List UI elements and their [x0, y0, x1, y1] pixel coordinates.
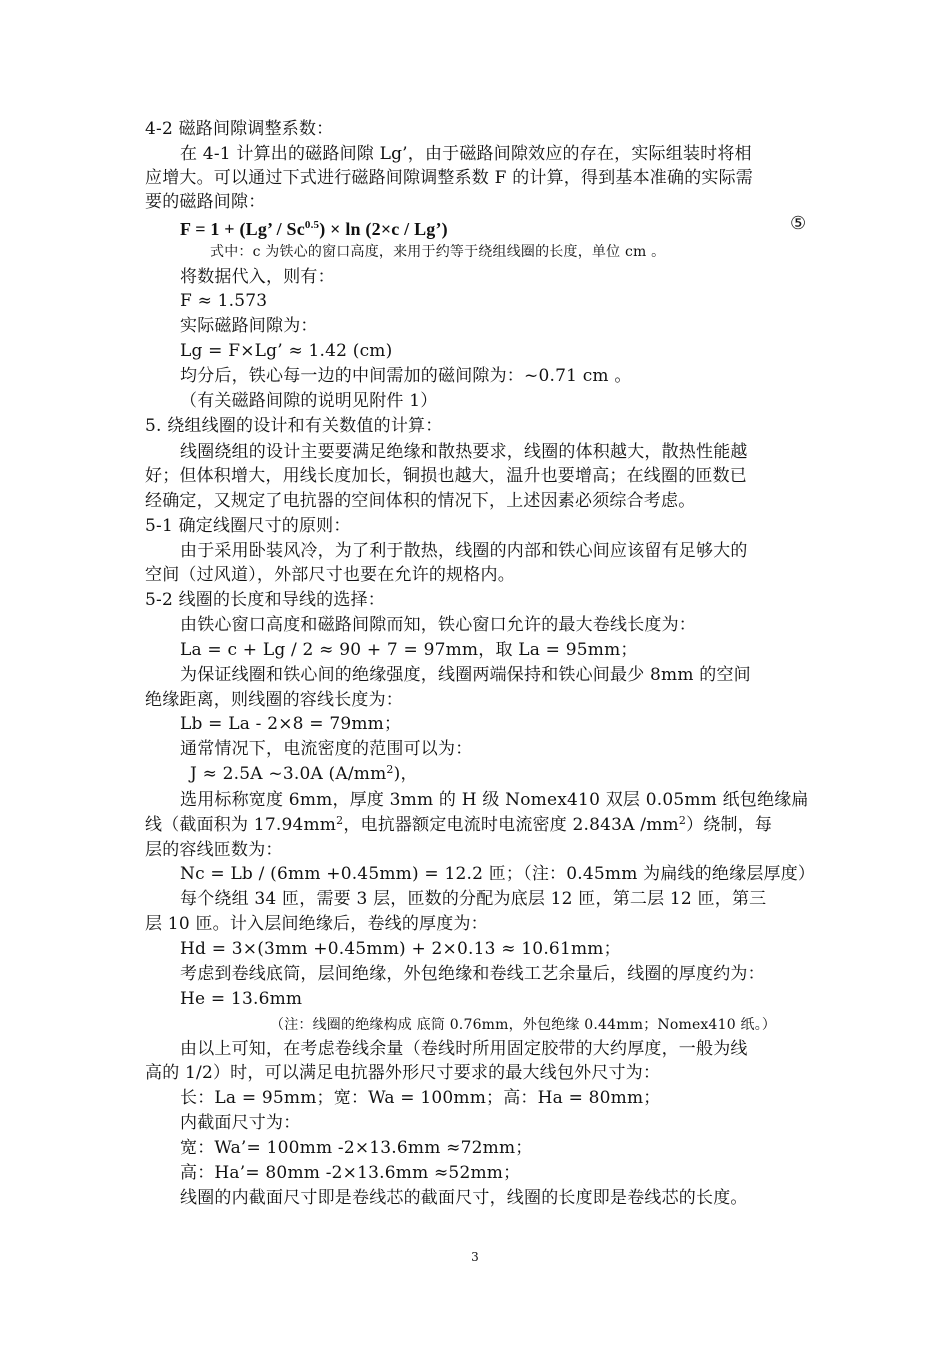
paragraph-line: 应增大。可以通过下式进行磁路间隙调整系数 F 的计算，得到基本准确的实际需	[145, 168, 754, 188]
paragraph-line: 线圈的内截面尺寸即是卷线芯的截面尺寸，线圈的长度即是卷线芯的长度。	[180, 1188, 748, 1208]
equation-line: 高：Ha’= 80mm -2×13.6mm ≈52mm；	[180, 1163, 521, 1183]
paragraph-line: 要的磁路间隙：	[145, 192, 266, 212]
page-number: 3	[471, 1250, 479, 1264]
formula-main: F = 1 + (Lg’ / Sc	[180, 219, 305, 239]
paragraph-line: 实际磁路间隙为：	[180, 316, 318, 336]
formula-exponent: 0.5	[304, 219, 320, 231]
formula-5	[180, 213, 448, 241]
text-span: ，电抗器额定电流时电流密度 2.843A /mm	[343, 815, 679, 835]
superscript: 2	[386, 763, 394, 776]
paragraph-line	[145, 813, 772, 839]
text-span: J ≈ 2.5A ~3.0A (A/mm	[190, 764, 387, 784]
note-line: （注：线圈的绝缘构成 底筒 0.76mm，外包绝缘 0.44mm；Nomex410 纸。）	[270, 1017, 777, 1033]
equation-line: F ≈ 1.573	[180, 291, 268, 311]
section-heading-5-1: 5-1 确定线圈尺寸的原则：	[145, 516, 351, 536]
superscript: 2	[678, 814, 687, 827]
equation-line: 长：La = 95mm；宽：Wa = 100mm；高：Ha = 80mm；	[180, 1088, 661, 1108]
paragraph-line: 考虑到卷线底筒，层间绝缘，外包绝缘和卷线工艺余量后，线圈的厚度约为：	[180, 964, 765, 984]
section-heading-5: 5. 绕组线圈的设计和有关数值的计算：	[145, 416, 443, 436]
paragraph-line: 好；但体积增大，用线长度加长，铜损也越大，温升也要增高；在线圈的匝数已	[145, 466, 747, 486]
paragraph-line: 均分后，铁心每一边的中间需加的磁间隙为：~0.71 cm 。	[180, 366, 632, 386]
equation-line: Lb = La - 2×8 = 79mm；	[180, 714, 402, 734]
equation-line: Hd = 3×(3mm +0.45mm) + 2×0.13 ≈ 10.61mm；	[180, 939, 621, 959]
paragraph-line: 内截面尺寸为：	[180, 1113, 301, 1133]
formula-rest: ) × ln (2×c / Lg’)	[319, 219, 448, 239]
paragraph-line: 在 4-1 计算出的磁路间隙 Lg’，由于磁路间隙效应的存在，实际组装时将相	[180, 144, 752, 164]
paragraph-line: （有关磁路间隙的说明见附件 1）	[180, 391, 438, 411]
section-heading-4-2: 4-2 磁路间隙调整系数：	[145, 119, 334, 139]
paragraph-line: 高的 1/2）时，可以满足电抗器外形尺寸要求的最大线包外尺寸为：	[145, 1063, 661, 1083]
equation-line	[190, 762, 418, 788]
paragraph-line: 由以上可知，在考虑卷线余量（卷线时所用固定胶带的大约厚度，一般为线	[180, 1039, 748, 1059]
paragraph-line: 将数据代入，则有：	[180, 267, 335, 287]
equation-number: ⑤	[790, 213, 807, 234]
paragraph-line: 线圈绕组的设计主要要满足绝缘和散热要求，线圈的体积越大，散热性能越	[180, 442, 748, 462]
equation-line: He = 13.6mm	[180, 989, 303, 1009]
paragraph-line: 选用标称宽度 6mm，厚度 3mm 的 H 级 Nomex410 双层 0.05mm 纸包绝缘扁	[180, 790, 809, 810]
text-span: )，	[393, 764, 418, 784]
equation-line: La = c + Lg / 2 ≈ 90 + 7 = 97mm，取 La = 95mm；	[180, 640, 638, 660]
paragraph-line: 空间（过风道），外部尺寸也要在允许的规格内。	[145, 565, 515, 585]
superscript: 2	[336, 814, 344, 827]
paragraph-line: 层的容线匝数为：	[145, 840, 283, 860]
equation-line: Lg = F×Lg’ ≈ 1.42 (cm)	[180, 341, 393, 361]
paragraph-line: 通常情况下，电流密度的范围可以为：	[180, 739, 473, 759]
paragraph-line: 绝缘距离，则线圈的容线长度为：	[145, 690, 403, 710]
text-span: ）绕制，每	[686, 815, 773, 835]
equation-line: 宽：Wa’= 100mm -2×13.6mm ≈72mm；	[180, 1138, 533, 1158]
paragraph-line: 层 10 匝。计入层间绝缘后，卷线的厚度为：	[145, 914, 488, 934]
paragraph-line: 由于采用卧装风冷，为了利于散热，线圈的内部和铁心间应该留有足够大的	[180, 541, 748, 561]
paragraph-line: 由铁心窗口高度和磁路间隙而知，铁心窗口允许的最大卷线长度为：	[180, 615, 696, 635]
text-span: 线（截面积为 17.94mm	[145, 815, 337, 835]
equation-line: Nc = Lb / (6mm +0.45mm) = 12.2 匝；（注：0.45mm 为扁线的绝缘层厚度）	[180, 864, 816, 884]
paragraph-line: 为保证线圈和铁心间的绝缘强度，线圈两端保持和铁心间最少 8mm 的空间	[180, 665, 751, 685]
section-heading-5-2: 5-2 线圈的长度和导线的选择：	[145, 590, 385, 610]
paragraph-line: 经确定，又规定了电抗器的空间体积的情况下，上述因素必须综合考虑。	[145, 491, 696, 511]
formula-note: 式中：c 为铁心的窗口高度，来用于约等于绕组线圈的长度，单位 cm 。	[210, 244, 666, 260]
paragraph-line: 每个绕组 34 匝，需要 3 层，匝数的分配为底层 12 匝，第二层 12 匝，第三	[180, 889, 767, 909]
